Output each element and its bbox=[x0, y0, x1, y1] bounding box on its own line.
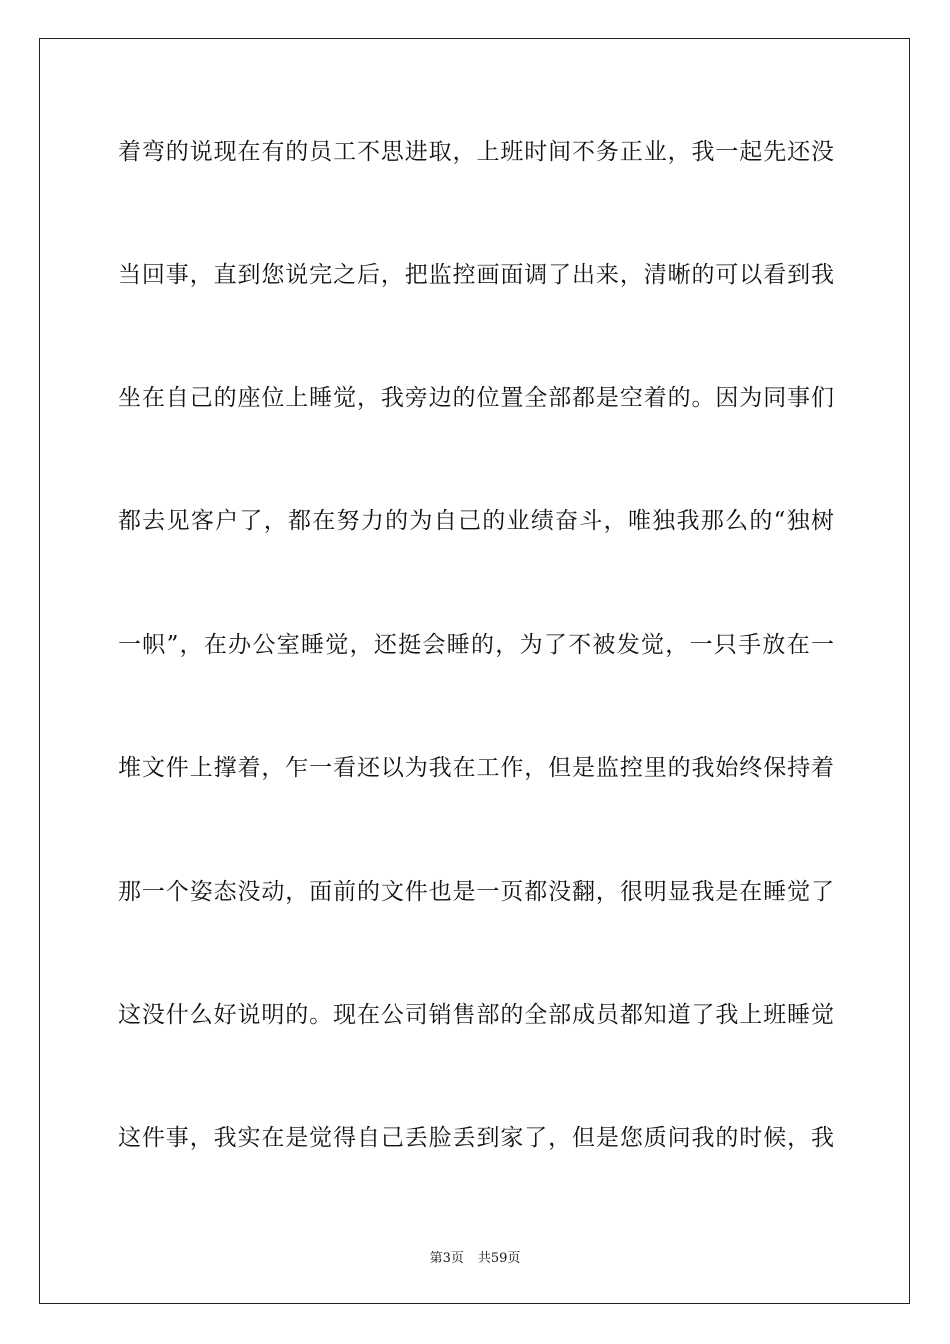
page-frame bbox=[39, 38, 910, 1304]
page-footer bbox=[0, 1247, 950, 1266]
total-pages: 共59页 bbox=[477, 1251, 521, 1266]
body-text-line: 当回事，直到您说完之后，把监控画面调了出来，清晰的可以看到我 bbox=[118, 262, 834, 288]
body-text-line: 着弯的说现在有的员工不思进取，上班时间不务正业，我一起先还没 bbox=[118, 139, 834, 165]
body-text-line: 堆文件上撑着，乍一看还以为我在工作，但是监控里的我始终保持着 bbox=[118, 755, 834, 781]
body-text-line: 都去见客户了，都在努力的为自己的业绩奋斗，唯独我那么的“独树 bbox=[118, 508, 834, 534]
body-text-line: 一帜”，在办公室睡觉，还挺会睡的，为了不被发觉，一只手放在一 bbox=[118, 632, 834, 658]
body-text-line: 坐在自己的座位上睡觉，我旁边的位置全部都是空着的。因为同事们 bbox=[118, 385, 834, 411]
body-text-line: 那一个姿态没动，面前的文件也是一页都没翻，很明显我是在睡觉了 bbox=[118, 879, 834, 905]
body-text-line: 这没什么好说明的。现在公司销售部的全部成员都知道了我上班睡觉 bbox=[118, 1002, 834, 1028]
body-text-line: 这件事，我实在是觉得自己丢脸丢到家了，但是您质问我的时候，我 bbox=[118, 1125, 834, 1151]
page-number: 第3页 bbox=[429, 1251, 464, 1266]
